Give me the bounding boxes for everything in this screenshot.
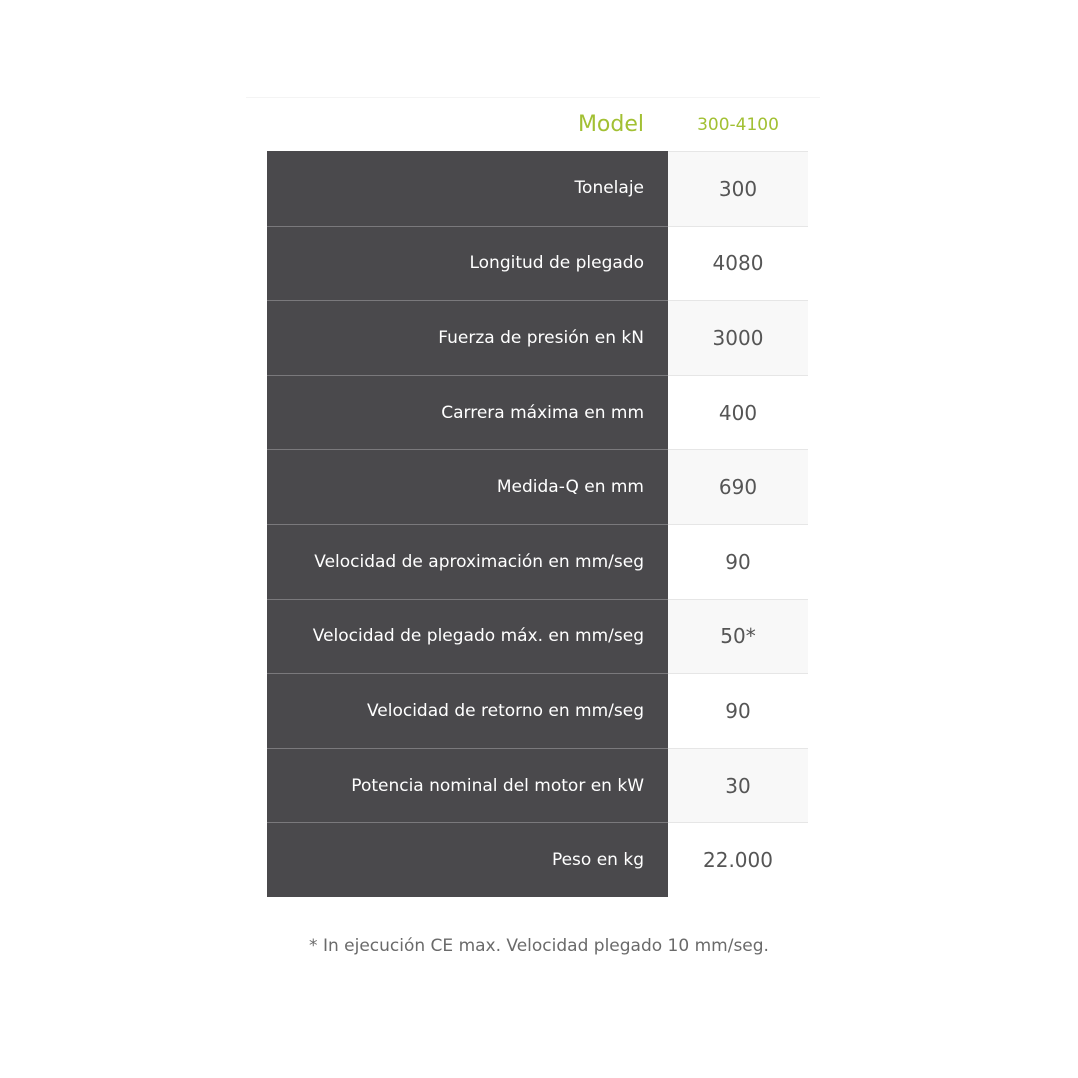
spec-value: 300 xyxy=(668,151,808,226)
footnote: * In ejecución CE max. Velocidad plegado 10 mm/seg. xyxy=(309,936,769,956)
spec-label: Carrera máxima en mm xyxy=(267,375,668,450)
spec-label: Fuerza de presión en kN xyxy=(267,300,668,375)
spec-label: Velocidad de plegado máx. en mm/seg xyxy=(267,599,668,674)
spec-row-velocidad-de-retorno xyxy=(267,673,808,748)
spec-value: 90 xyxy=(668,673,808,748)
spec-value: 3000 xyxy=(668,300,808,375)
spec-row-longitud-de-plegado xyxy=(267,226,808,301)
spec-label: Potencia nominal del motor en kW xyxy=(267,748,668,823)
spec-row-medida-q xyxy=(267,449,808,524)
model-header-row xyxy=(267,98,808,151)
spec-row-potencia-nominal xyxy=(267,748,808,823)
spec-label: Longitud de plegado xyxy=(267,226,668,301)
spec-value: 4080 xyxy=(668,226,808,301)
spec-label: Velocidad de retorno en mm/seg xyxy=(267,673,668,748)
spec-value: 50* xyxy=(668,599,808,674)
model-header-value: 300-4100 xyxy=(697,114,779,135)
spec-label: Tonelaje xyxy=(267,151,668,226)
spec-value: 22.000 xyxy=(668,822,808,897)
spec-row-carrera-maxima xyxy=(267,375,808,450)
spec-row-velocidad-de-aproximacion xyxy=(267,524,808,599)
spec-value: 90 xyxy=(668,524,808,599)
spec-value: 400 xyxy=(668,375,808,450)
spec-row-peso xyxy=(267,822,808,897)
spec-row-velocidad-de-plegado xyxy=(267,599,808,674)
spec-table xyxy=(267,151,808,897)
spec-value: 30 xyxy=(668,748,808,823)
spec-row-tonelaje xyxy=(267,151,808,226)
spec-label: Medida-Q en mm xyxy=(267,449,668,524)
spec-row-fuerza-de-presion xyxy=(267,300,808,375)
spec-label: Peso en kg xyxy=(267,822,668,897)
model-header-label: Model xyxy=(577,112,644,137)
spec-label: Velocidad de aproximación en mm/seg xyxy=(267,524,668,599)
spec-value: 690 xyxy=(668,449,808,524)
